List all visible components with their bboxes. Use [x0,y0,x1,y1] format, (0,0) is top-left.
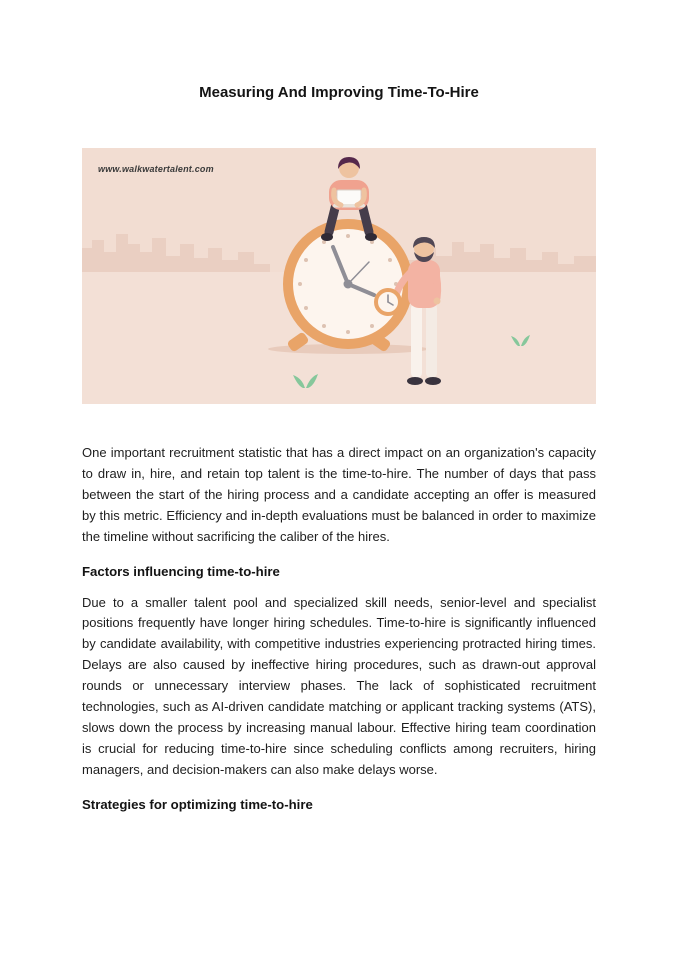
clock-illustration [82,148,596,404]
pocket-clock [376,290,400,314]
hero-illustration [82,148,596,404]
document-title: Measuring And Improving Time-To-Hire [199,84,479,101]
factors-paragraph: Due to a smaller talent pool and specialized skill needs, senior-level and specialist positions frequently have longer hiring schedules. Time-to-hire is significantly influenced by candidate availability, with competitive industries experiencing protracted hiring times. Delays are also caused by ineffective hiring procedures, such as drawn-out approval rounds or unnecessary interview phases. The lack of sophisticated recruitment technologies, such as AI-driven candidate matching or applicant tracking systems (ATS), slows down the process by increasing manual labour. Effective hiring team coordination is crucial for reducing time-to-hire since scheduling conflicts among recruiters, hiring managers, and decision-makers can also make delays worse. [82,594,596,777]
document-content [0,85,678,813]
section-heading-factors: Factors influencing time-to-hire [82,563,280,579]
intro-paragraph: One important recruitment statistic that has a direct impact on an organization's capacity to draw in, hire, and retain top talent is the time-to-hire. The number of days that pass between the start of the hiring process and a candidate accepting an offer is measured by this metric. Efficiency and in-depth evaluations must be balanced in order to maximize the timeline without sacrificing the caliber of the hires. [82,445,596,544]
watermark-text: www.walkwatertalent.com [98,164,214,174]
section-heading-strategies: Strategies for optimizing time-to-hire [82,796,313,812]
